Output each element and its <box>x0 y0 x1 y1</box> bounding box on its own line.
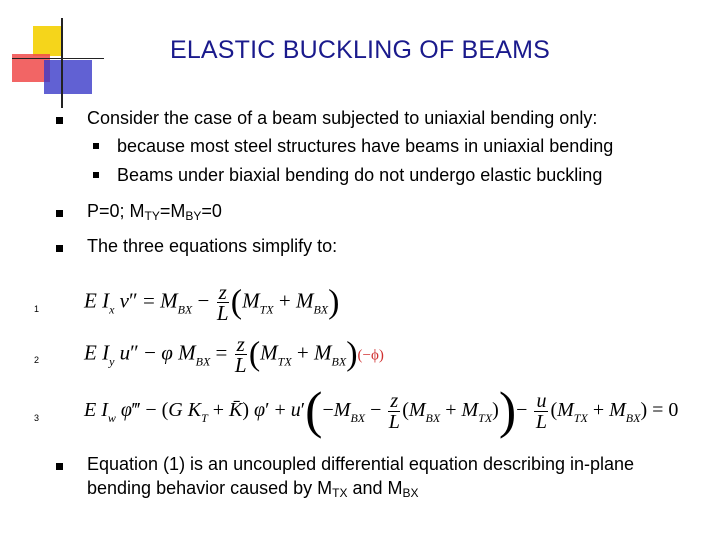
sub-bullet-marker <box>93 172 99 178</box>
equation-annotation: (−ϕ) <box>357 347 384 364</box>
bullet-text: Equation (1) is an uncoupled differential equation describing in-plane <box>87 454 635 474</box>
bullet-marker <box>56 463 63 470</box>
equation-number: 1 <box>34 304 40 314</box>
bullet-marker <box>56 210 63 217</box>
equation-number: 2 <box>34 355 40 365</box>
sub-bullet-text: Beams under biaxial bending do not undergo elastic buckling <box>117 165 603 185</box>
sub-bullet-marker <box>93 143 99 149</box>
bullet-marker <box>56 245 63 252</box>
bullet-marker <box>56 117 63 124</box>
equation-number: 3 <box>34 413 40 423</box>
logo-blue-block <box>44 60 92 94</box>
bullet-text: The three equations simplify to: <box>87 236 338 256</box>
bullet-text-conditions: P=0; $M_{TY}=M_{BY}=0$ <box>87 201 222 223</box>
equation-1: E $I_x$ $v'' = M_{BX}$ − $\frac{z}{L}$ $(M_{TX} + M_{BX})$ <box>84 280 340 325</box>
equation-2: E $I_y$ u″ − φ $M_{BX}$ = $\frac{z}{L}$ $(M_{TX} + M_{BX})(-\phi)$ <box>84 332 384 377</box>
sub-bullet-text: because most steel structures have beams in uniaxial bending <box>117 136 614 156</box>
slide-title: ELASTIC BUCKLING OF BEAMS <box>169 36 551 64</box>
bullet-text: Consider the case of a beam subjected to uniaxial bending only: <box>87 108 598 128</box>
bullet-text-continued: bending behavior caused by $M_{TX}$ and $M_{BX}$ <box>87 478 419 500</box>
equation-3: E $I_w$ φ‴ − (G $K_T$ + K̄) $\varphi' + u'(-M_{BX}$ − $\frac{z}{L}$ $(M_{BX} + M_{TX}))-$ $\frac{u}{L}$ $(M_{TX} + M_{BX}) = 0$ <box>84 382 679 440</box>
